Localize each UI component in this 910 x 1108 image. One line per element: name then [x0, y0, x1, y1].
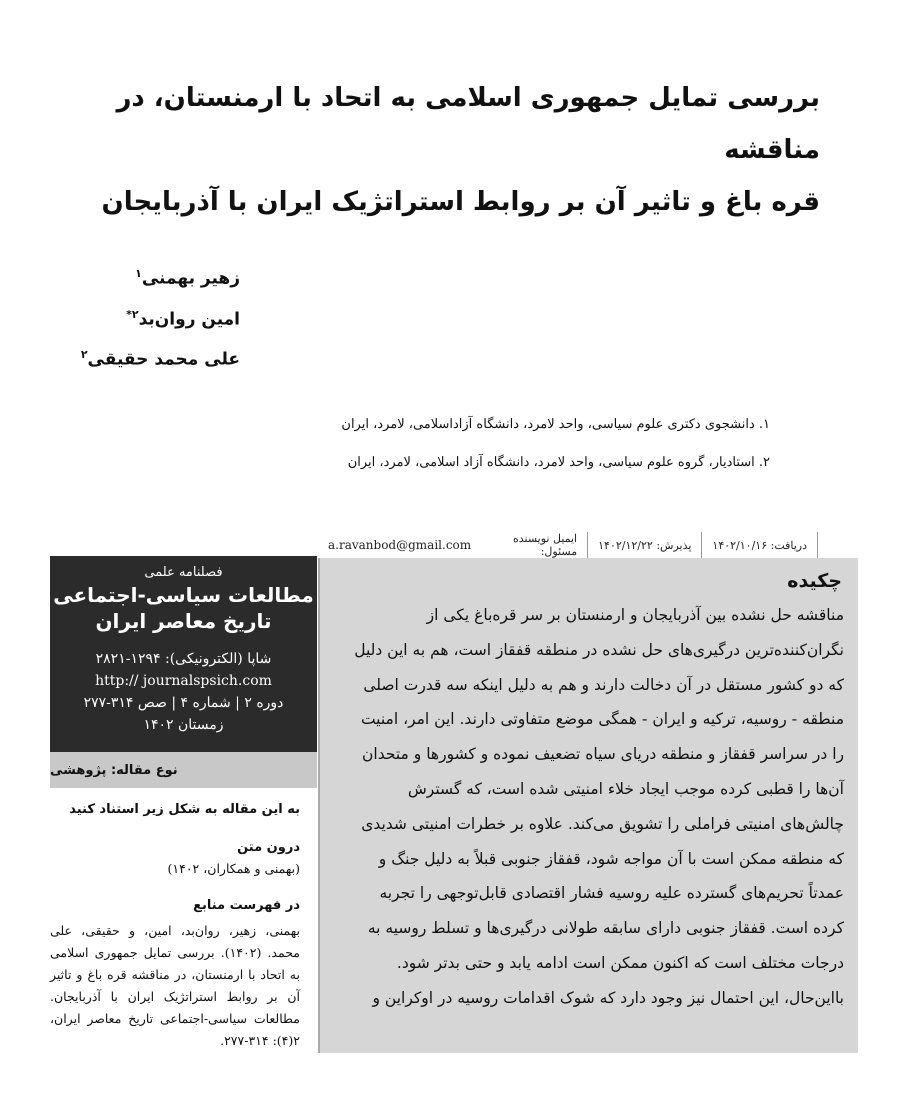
author-3: [40, 337, 240, 378]
abstract-line: منطقه - روسیه، ترکیه و ایران - همگی موضع متفاوتی دارند. این امر، امنیت: [360, 710, 844, 729]
accepted-date: ۱۴۰۲/۱۲/۲۲: [598, 538, 653, 552]
author-2: [40, 297, 240, 338]
journal-issn: شاپا (الکترونیکی): ۱۲۹۴-۲۸۲۱: [95, 651, 272, 667]
author-mark: ۲*: [126, 307, 139, 321]
abstract-line: که منطقه ممکن است با آن مواجه شود، قفقاز جنوبی قبلاً به دلیل جنگ و: [378, 849, 844, 868]
received-label: دریافت:: [770, 538, 807, 552]
journal-name-line-2: تاریخ معاصر ایران: [95, 609, 272, 633]
journal-kind: فصلنامه علمی: [144, 565, 223, 580]
journal-url-link[interactable]: http:// journalspsich.com: [95, 673, 272, 689]
accepted-label: پذیرش:: [656, 538, 692, 552]
intext-citation: (بهمنی و همکاران، ۱۴۰۲): [167, 861, 300, 876]
abstract-line: را در سراسر قفقاز و منطقه دریای سیاه تضعیف نموده و کشورها و متحدان: [362, 745, 844, 764]
abstract-line: چالش‌های امنیتی فراملی را تشویق می‌کند. علاوه بر خطرات امنیتی شدیدی: [361, 814, 844, 833]
abstract-line: آن‌ها را قطبی کرده موجب ایجاد خلاء امنیتی شده است، که گسترش: [407, 779, 844, 798]
author-list: [40, 256, 240, 378]
abstract-line: کرده است. قفقاز جنوبی دارای سابقه طولانی درگیری‌ها و تسلط روسیه به: [367, 919, 844, 938]
abstract-line: مناقشه حل نشده بین آذربایجان و ارمنستان بر سر قره‌باغ یکی از: [426, 606, 844, 624]
abstract-line: که دو کشور مستقل در آن دخالت دارند و هم به دلیل اینکه سه قدرت اصلی: [363, 675, 844, 694]
citation-block: [50, 800, 300, 1052]
abstract-line: نگران‌کننده‌ترین درگیری‌های حل نشده در منطقه قفقاز است، هم به این دلیل: [354, 640, 844, 659]
journal-info-box: [50, 556, 317, 752]
abstract-body: [334, 598, 844, 1016]
email-label: ایمیل نویسنده مسئول:: [513, 532, 578, 558]
author-email-link[interactable]: a.ravanbod@gmail.com: [328, 538, 472, 552]
received-date: ۱۴۰۲/۱۰/۱۶: [712, 538, 768, 552]
author-mark: ۲: [80, 348, 88, 362]
abstract-line: درجات مختلف است که اکنون ممکن است ادامه یابد و حتی بدتر شود.: [396, 953, 844, 972]
journal-season: زمستان ۱۴۰۲: [143, 717, 224, 733]
journal-name-line-1: مطالعات سیاسی-اجتماعی: [53, 583, 314, 607]
journal-volume: دوره ۲ | شماره ۴ | صص ۳۱۴-۲۷۷: [83, 695, 284, 711]
article-title: [40, 72, 820, 228]
title-line-2: قره باغ و تاثیر آن بر روابط استراتژیک ایران با آذربایجان: [101, 187, 820, 217]
abstract-line: بااین‌حال، این احتمال نیز وجود دارد که شوک اقدامات روسیه در اوکراین و: [372, 988, 844, 1007]
email-cell: [318, 532, 587, 558]
article-type-label: نوع مقاله: پژوهشی: [50, 762, 178, 778]
affiliation-list: [300, 406, 770, 482]
affiliation-2: ۲. استادیار، گروه علوم سیاسی، واحد لامرد، دانشگاه آزاد اسلامی، لامرد، ایران: [347, 455, 770, 470]
intext-label: درون متن: [237, 840, 300, 855]
author-name: زهیر بهمنی: [141, 268, 240, 289]
reflist-label: در فهرست منابع: [193, 898, 300, 913]
title-line-1: بررسی تمایل جمهوری اسلامی به اتحاد با ارمنستان، در مناقشه: [116, 83, 820, 165]
author-name: علی محمد حقیقی: [87, 349, 240, 370]
received-cell: [701, 532, 818, 558]
affiliation-1: ۱. دانشجوی دکتری علوم سیاسی، واحد لامرد، دانشگاه آزاداسلامی، لامرد، ایران: [341, 417, 770, 432]
abstract-heading: چکیده: [787, 570, 842, 592]
author-mark: ۱: [135, 267, 142, 280]
citation-intro: به این مقاله به شکل زیر استناد کنید: [69, 802, 300, 817]
author-1: [40, 256, 240, 297]
article-meta-bar: [318, 532, 818, 558]
abstract-panel: [318, 558, 858, 1053]
abstract-line: عمدتاً تحریم‌های گسترده علیه روسیه فشار اقتصادی قابل‌توجهی را تجربه: [379, 884, 844, 903]
article-type-badge: [50, 752, 317, 788]
accepted-cell: [587, 532, 701, 558]
author-name: امین روان‌بد: [138, 309, 240, 330]
reference-entry: بهمنی، زهیر، روان‌بد، امین، و حقیقی، علی محمد. (۱۴۰۲). بررسی تمایل جمهوری اسلامی به اتحاد با ارمنستان، در مناقشه قره باغ و تاثیر آن بر روابط استراتژیک ایران با آذربایجان. مطالعات سیاسی-اجتماعی تاریخ معاصر ایران، ۲(۴): ۳۱۴-۲۷۷.: [50, 923, 300, 1048]
